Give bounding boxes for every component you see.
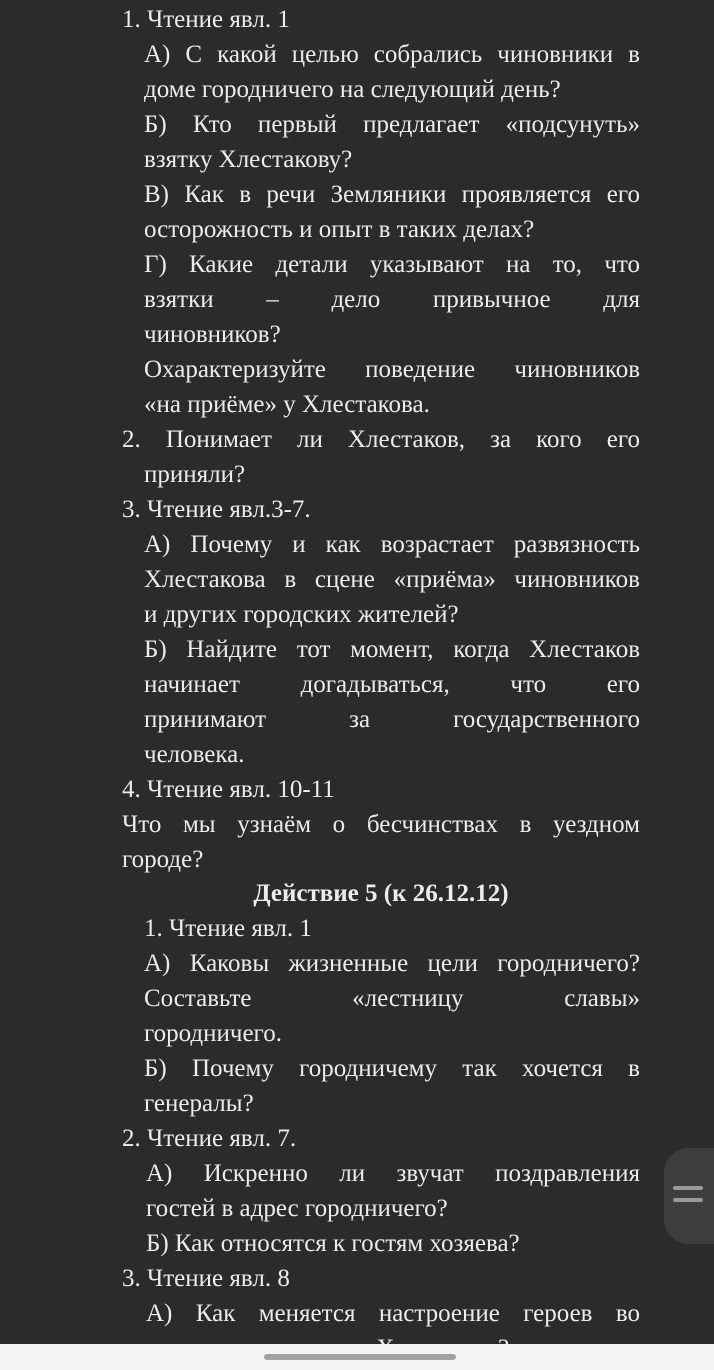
- doc-line: человека.: [144, 741, 245, 768]
- doc-line: Б) Как относятся к гостям хозяева?: [146, 1230, 520, 1257]
- doc-line: приняли?: [144, 461, 246, 488]
- doc-line: 1. Чтение явл. 1: [122, 6, 290, 33]
- doc-line: 4. Чтение явл. 10-11: [122, 776, 335, 803]
- doc-line: Б) Кто первый предлагает «подсунуть»: [144, 111, 640, 138]
- handle-grip-icon: [673, 1186, 703, 1190]
- doc-line: Б) Найдите тот момент, когда Хлестаков: [144, 636, 640, 663]
- doc-line: чиновников?: [144, 321, 281, 348]
- doc-line: взятку Хлестакову?: [144, 146, 353, 173]
- doc-line: генералы?: [144, 1090, 254, 1117]
- doc-line: Б) Почему городничему так хочется в: [144, 1055, 640, 1082]
- doc-line: 2. Понимает ли Хлестаков, за кого его: [122, 426, 640, 453]
- doc-line: А) Как меняется настроение героев во: [146, 1300, 640, 1327]
- doc-line: 3. Чтение явл. 8: [122, 1265, 290, 1292]
- doc-line: взятки – дело привычное для: [144, 286, 640, 313]
- doc-line: доме городничего на следующий день?: [144, 76, 561, 103]
- doc-line: 2. Чтение явл. 7.: [122, 1125, 297, 1152]
- doc-line: В) Как в речи Земляники проявляется его: [144, 181, 640, 208]
- doc-line: городе?: [122, 846, 204, 873]
- doc-line: начинает догадываться, что его: [144, 671, 640, 698]
- fast-scroll-handle[interactable]: [664, 1148, 714, 1244]
- doc-line: Составьте «лестницу славы»: [144, 985, 640, 1012]
- doc-line: принимают за государственного: [144, 706, 640, 733]
- doc-line: А) С какой целью собрались чиновники в: [144, 41, 640, 68]
- doc-line: Г) Какие детали указывают на то, что: [144, 251, 640, 278]
- doc-line: 3. Чтение явл.3-7.: [122, 496, 311, 523]
- doc-line: осторожность и опыт в таких делах?: [144, 216, 535, 243]
- doc-line: А) Каковы жизненные цели городничего?: [144, 950, 640, 977]
- doc-line: А) Почему и как возрастает развязность: [144, 531, 640, 558]
- section-heading: Действие 5 (к 26.12.12): [253, 880, 509, 907]
- doc-line: Охарактеризуйте поведение чиновников: [144, 356, 640, 383]
- doc-line: городничего.: [144, 1020, 282, 1047]
- doc-line: Что мы узнаём о бесчинствах в уездном: [122, 811, 640, 838]
- handle-grip-icon: [673, 1198, 703, 1202]
- home-gesture-bar[interactable]: [264, 1354, 456, 1360]
- doc-line: гостей в адрес городничего?: [146, 1195, 448, 1222]
- doc-line: «на приёме» у Хлестакова.: [144, 391, 430, 418]
- doc-line: и других городских жителей?: [144, 601, 459, 628]
- doc-line: 1. Чтение явл. 1: [144, 915, 312, 942]
- doc-line: Хлестакова в сцене «приёма» чиновников: [144, 566, 640, 593]
- doc-line: А) Искренно ли звучат поздравления: [146, 1160, 640, 1187]
